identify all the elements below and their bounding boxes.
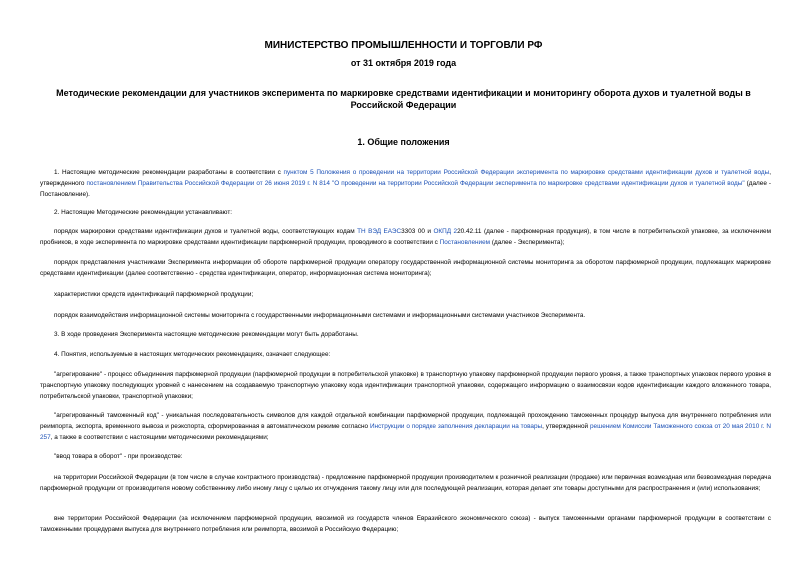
paragraph-7: 3. В ходе проведения Эксперимента настоящие методические рекомендации могут быть доработаны. bbox=[54, 331, 359, 338]
link-customs-union-decision-257[interactable]: решением Комиссии Таможенного союза от 20 мая 2010 г. N 257 bbox=[40, 423, 771, 441]
link-declaration-instruction[interactable]: Инструкции о порядке заполнения декларации на товары bbox=[369, 423, 543, 430]
paragraph-4: порядок представления участниками Эксперимента информации об обороте парфюмерной продукции оператору государственной информационной системы мониторинга за оборотом парфюмерной продукции, подлежащих маркировке средствами идентификации (далее соответственно - средства идентификации, оператор, информационная система мониторинга); bbox=[40, 259, 771, 277]
link-okpd2[interactable]: ОКПД 2 bbox=[433, 228, 458, 235]
link-postanovlenie[interactable]: Постановлением bbox=[439, 239, 491, 246]
link-government-resolution-814[interactable]: Правительства Российской Федерации от 26 июня 2019 г. N 814 "О проведении на территории Российской Федерации эксперимента по маркировке средствами идентификации духов и туалетной воды" bbox=[137, 180, 745, 187]
paragraph-13: вне территории Российской Федерации (за исключением парфюмерной продукции, ввозимой из государств членов Евразийского экономического союза) - выпуск таможенными органами парфюмерной продукции в соответствии с таможенными процедурами выпуска для внутреннего потребления или реимпорта, ввозимой в Российскую Федерацию; bbox=[40, 515, 771, 533]
paragraph-5: характеристики средств идентификаций парфюмерной продукции; bbox=[54, 291, 254, 298]
link-point-5-regulation[interactable]: пунктом 5 Положения о проведении на территории Российской Федерации эксперимента по маркировке средствами идентификации духов и туалетной воды bbox=[283, 169, 770, 176]
paragraph-9: "агрегирование" - процесс объединения парфюмерной продукции (парфюмерной продукции в потребительской упаковке) в транспортную упаковку парфюмерной продукции первого уровня, а также транспортных упаковок первого уровня в транспортную упаковку последующих уровней с нанесением на создаваемую транспортную упаковку кода идентификации транспортной упаковки, содержащего информацию о взаимосвязи кодов идентификации каждого вложенного товара, потребительской упаковки, транспортной упаковки; bbox=[40, 371, 771, 400]
paragraph-10: "агрегированный таможенный код" - уникальная последовательность символов для каждой отдельной комбинации парфюмерной продукции, подлежащей прохождению таможенных процедур выпуска для внутреннего потребления или реимпорта, экспорта, временного вывоза и реэкспорта, сформированная в автоматическом режиме согласно Инструкции о порядке заполнения декларации на товары, утвержденной решением Комиссии Таможенного союза от 20 мая 2010 г. N 257, а также в соответствии с настоящими методическими рекомендациями; bbox=[40, 412, 771, 441]
document-date: от 31 октября 2019 года bbox=[350, 58, 457, 68]
section-heading: 1. Общие положения bbox=[357, 137, 450, 147]
paragraph-11: "ввод товара в оборот" - при производстве: bbox=[54, 453, 183, 460]
paragraph-2: 2. Настоящие Методические рекомендации устанавливают: bbox=[54, 209, 233, 216]
paragraph-6: порядок взаимодействия информационной системы мониторинга с государственными информационными системами и информационными системами участников Эксперимента. bbox=[54, 312, 586, 319]
link-tn-ved[interactable]: ТН ВЭД ЕАЭС bbox=[357, 228, 402, 235]
ministry-heading: МИНИСТЕРСТВО ПРОМЫШЛЕННОСТИ И ТОРГОВЛИ РФ bbox=[264, 40, 543, 51]
paragraph-12: на территории Российской Федерации (в том числе в случае контрактного производства) - предложение парфюмерной продукции производителем к розничной реализации (продаже) или первичная возмездная или безвозмездная передача парфюмерной продукции от производителя новому собственнику либо иному лицу с целью их отчуждения такому лицу или для последующей реализации, которая делает эти товары доступными для распространения и (или) использования; bbox=[40, 474, 771, 492]
paragraph-8: 4. Понятия, используемые в настоящих методических рекомендациях, означает следующее: bbox=[54, 351, 331, 358]
document-title: Методические рекомендации для участников эксперимента по маркировке средствами идентификации и мониторингу оборота духов и туалетной воды в Российской Федерации bbox=[56, 88, 751, 110]
paragraph-3: порядок маркировки средствами идентификации духов и туалетной воды, соответствующих кодам ТН ВЭД ЕАЭС3303 00 и ОКПД 220.42.11 (далее - парфюмерная продукция), в том числе в потребительской упаковке, за исключением пробников, в ходе эксперимента по маркировке средствами идентификации парфюмерной продукции, проводимого в соответствии с Постановлением (далее - Эксперимента); bbox=[40, 228, 771, 246]
paragraph-1: 1. Настоящие методические рекомендации разработаны в соответствии с пунктом 5 Положения о проведении на территории Российской Федерации эксперимента по маркировке средствами идентификации духов и туалетной воды, утвержденного постановлением Правительства Российской Федерации от 26 июня 2019 г. N 814 "О проведении на территории Российской Федерации эксперимента по маркировке средствами идентификации духов и туалетной воды" (далее - Постановление). bbox=[40, 169, 771, 198]
link-resolution[interactable]: постановлением bbox=[86, 180, 136, 187]
